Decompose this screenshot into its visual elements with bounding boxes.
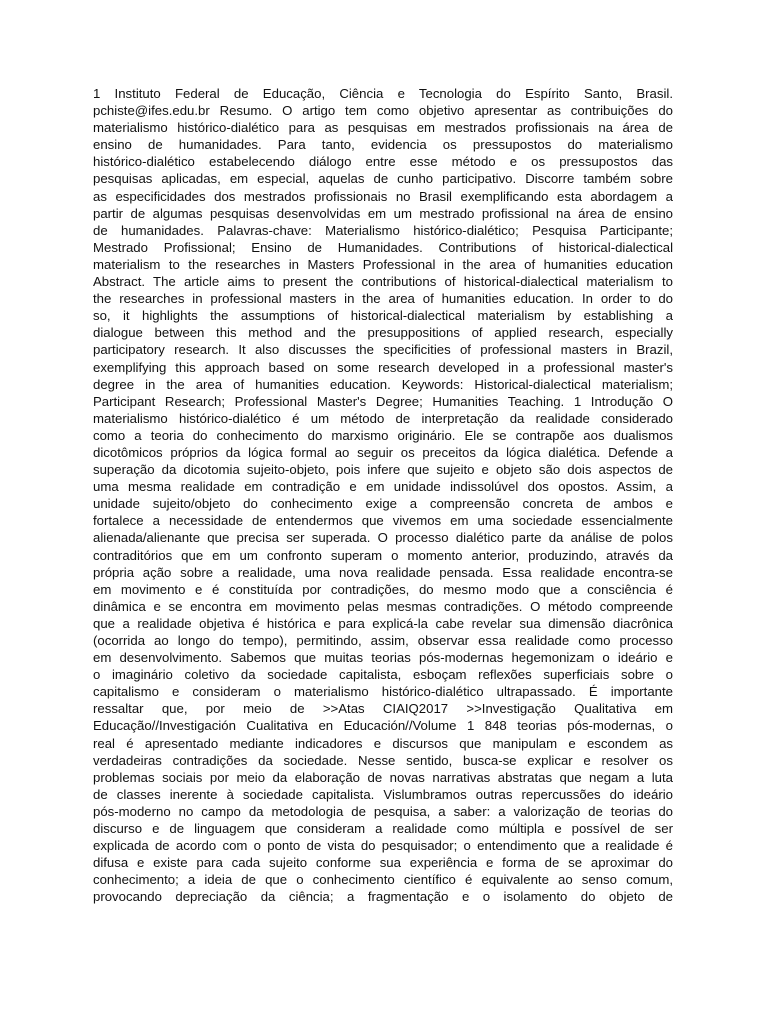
text-line: exemplifying this approach based on some research developed in a professional master's xyxy=(93,359,673,375)
text-line: materialismo histórico-dialético para as pesquisas em mestrados profissionais na área de xyxy=(93,120,673,136)
text-line: Educação//Investigación Cualitativa en Educación//Volume 1 848 teorias pós-modernas, o xyxy=(93,718,673,734)
text-line: verdadeiras contradições da sociedade. Nesse sentido, busca-se explicar e resolver os xyxy=(93,752,673,768)
text-line: explicada de acordo com o ponto de vista do pesquisador; o entendimento que a realidade é xyxy=(93,838,673,854)
text-line: Mestrado Profissional; Ensino de Humanidades. Contributions of historical-dialectical xyxy=(93,239,673,255)
text-line: provocando depreciação da ciência; a fragmentação e o isolamento do objeto de xyxy=(93,889,673,905)
text-line: o imaginário coletivo da sociedade capitalista, esboçam reflexões superficiais sobre o xyxy=(93,667,673,683)
text-line: pós-moderno no campo da metodologia de pesquisa, a saber: a valorização de teorias do xyxy=(93,803,673,819)
text-line: discurso e de linguagem que consideram a realidade como múltipla e possível de ser xyxy=(93,821,673,837)
text-line: dinâmica e se encontra em movimento pelas mesmas contradições. O método compreende xyxy=(93,598,673,614)
text-line: em desenvolvimento. Sabemos que muitas teorias pós-modernas hegemonizam o ideário e xyxy=(93,650,673,666)
text-line: difusa e existe para cada sujeito conforme sua experiência e forma de se aproximar do xyxy=(93,855,673,871)
article-body-text xyxy=(93,85,673,906)
text-line: histórico-dialético estabelecendo diálogo entre esse método e os pressupostos das xyxy=(93,154,673,170)
text-line: so, it highlights the assumptions of historical-dialectical materialism by establishing a xyxy=(93,308,673,324)
text-line: de humanidades. Palavras-chave: Materialismo histórico-dialético; Pesquisa Participante; xyxy=(93,222,673,238)
text-line: em movimento e é constituída por contradições, do mesmo modo que a consciência é xyxy=(93,581,673,597)
text-line: the researches in professional masters in the area of humanities education. In order to do xyxy=(93,291,673,307)
text-line: alienada/alienante que precisa ser superada. O processo dialético parte da análise de polos xyxy=(93,530,673,546)
text-line: pesquisas aplicadas, em especial, aquelas de cunho participativo. Discorre também sobre xyxy=(93,171,673,187)
text-line: uma mesma realidade em contradição e em unidade indissolúvel dos opostos. Assim, a xyxy=(93,479,673,495)
text-line: conhecimento; a ideia de que o conhecimento científico é equivalente ao senso comum, xyxy=(93,872,673,888)
text-line: como a teoria do conhecimento do marxismo originário. Ele se contrapõe aos dualismos xyxy=(93,427,673,443)
text-line: contraditórios que em um confronto superam o momento anterior, produzindo, através da xyxy=(93,547,673,563)
text-line: problemas sociais por meio da elaboração de novas narrativas abstratas que negam a luta xyxy=(93,769,673,785)
text-line: materialismo histórico-dialético é um método de interpretação da realidade considerado xyxy=(93,410,673,426)
text-line: ressaltar que, por meio de >>Atas CIAIQ2017 >>Investigação Qualitativa em xyxy=(93,701,673,717)
text-line: (ocorrida ao longo do tempo), permitindo, assim, observar essa realidade como processo xyxy=(93,633,673,648)
text-line: que a realidade objetiva é histórica e para explicá-la cabe revelar sua dimensão diacrônica xyxy=(93,615,673,631)
text-line: unidade sujeito/objeto do conhecimento exige a compreensão concreta de ambos e xyxy=(93,496,673,512)
text-line: Participant Research; Professional Master's Degree; Humanities Teaching. 1 Introdução O xyxy=(93,393,673,409)
text-line: dicotômicos próprios da lógica formal ao seguir os preceitos da lógica dialética. Defende a xyxy=(93,444,673,460)
text-line: as especificidades dos mestrados profissionais no Brasil exemplificando esta abordagem a xyxy=(93,188,673,204)
text-line: degree in the area of humanities education. Keywords: Historical-dialectical materialism; xyxy=(93,376,673,392)
text-line: superação da dicotomia sujeito-objeto, pois infere que sujeito e objeto são dois aspectos de xyxy=(93,462,673,478)
text-line: Abstract. The article aims to present the contributions of historical-dialectical materialism to xyxy=(93,274,673,290)
text-line: capitalismo e consideram o materialismo histórico-dialético ultrapassado. É importante xyxy=(93,684,673,700)
text-line: materialism to the researches in Masters Professional in the area of humanities education xyxy=(93,256,673,272)
text-line: real é apresentado mediante indicadores e discursos que manipulam e escondem as xyxy=(93,735,673,751)
text-line: participatory research. It also discusses the specificities of professional masters in Brazil, xyxy=(93,342,673,358)
text-line: de classes inerente à sociedade capitalista. Vislumbramos outras repercussões do ideário xyxy=(93,786,673,802)
text-line: fortalece a necessidade de entendermos que vivemos em uma sociedade essencialmente xyxy=(93,513,673,529)
text-line: dialogue between this method and the presuppositions of applied research, especially xyxy=(93,325,673,341)
text-line: 1 Instituto Federal de Educação, Ciência e Tecnologia do Espírito Santo, Brasil. xyxy=(93,86,673,101)
text-line: partir de algumas pesquisas desenvolvidas em um mestrado profissional na área de ensino xyxy=(93,205,673,221)
text-line: própria ação sobre a realidade, uma nova realidade pensada. Essa realidade encontra-se xyxy=(93,564,673,580)
text-line: ensino de humanidades. Para tanto, evidencia os pressupostos do materialismo xyxy=(93,137,673,153)
text-line: pchiste@ifes.edu.br Resumo. O artigo tem como objetivo apresentar as contribuições do xyxy=(93,103,673,119)
